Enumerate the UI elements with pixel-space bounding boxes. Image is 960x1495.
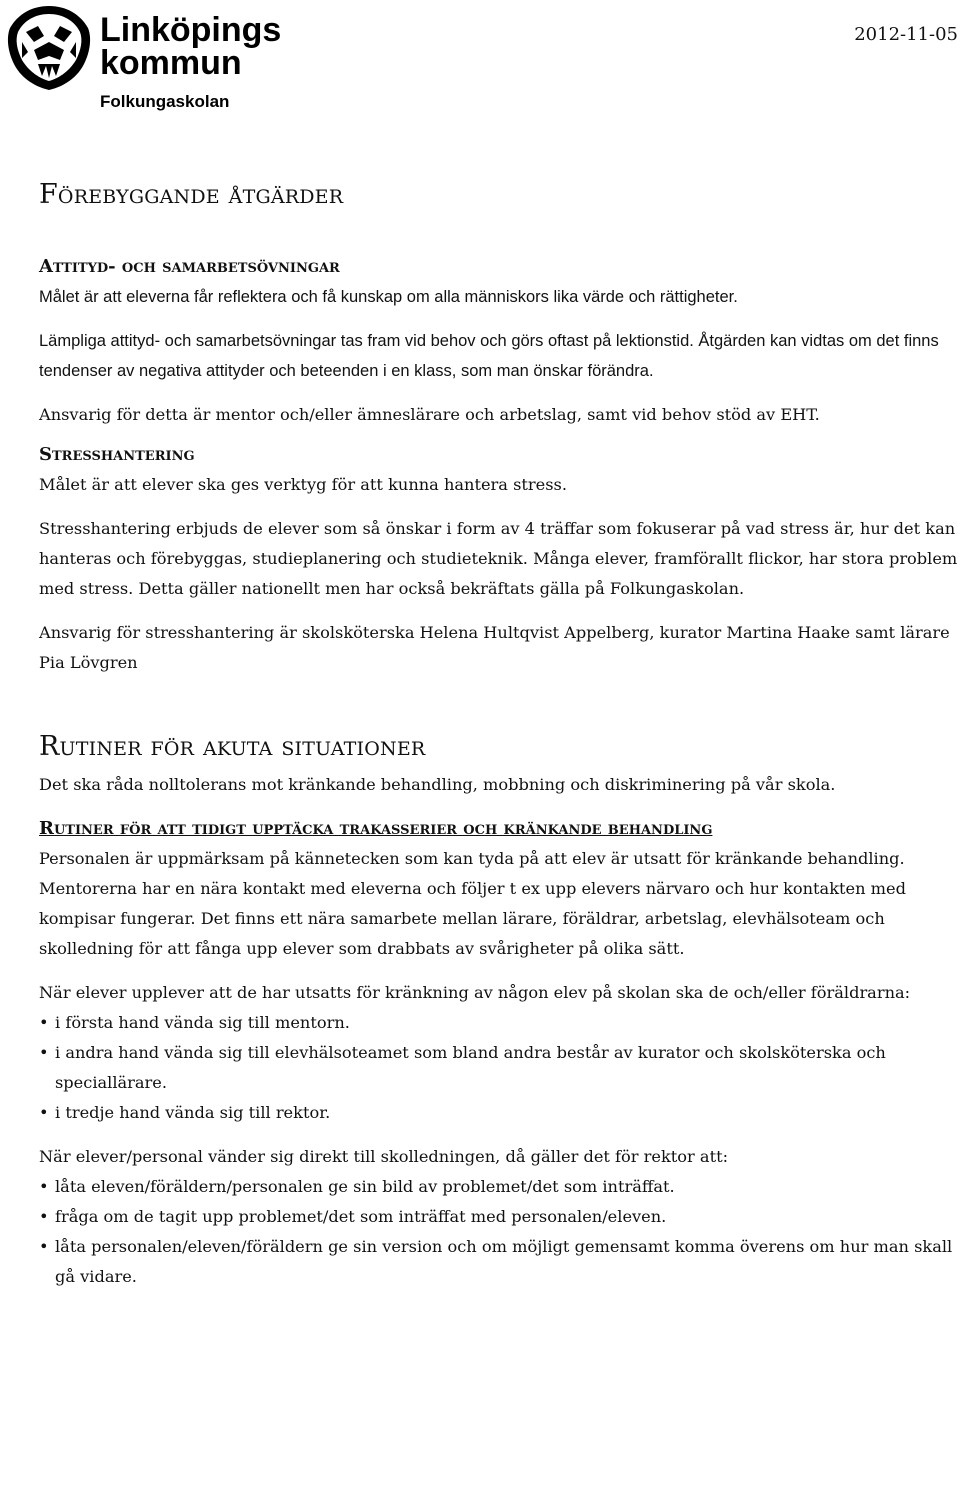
- municipality-name-line2: kommun: [100, 44, 242, 82]
- attitude-responsibility: Ansvarig för detta är mentor och/eller ämneslärare och arbetslag, samt vid behov stöd av EHT.: [39, 405, 820, 424]
- principal-instructions-intro: När elever/personal vänder sig direkt till skolledningen, då gäller det för rektor att:: [39, 1147, 729, 1166]
- list-item: • i andra hand vända sig till elevhälsoteamet som bland andra består av kurator och skolsköterska och speciallärare.: [39, 1038, 959, 1098]
- list-item: • i första hand vända sig till mentorn.: [39, 1008, 959, 1038]
- list-item: • fråga om de tagit upp problemet/det som inträffat med personalen/eleven.: [39, 1202, 959, 1232]
- page-header: [0, 0, 960, 120]
- principal-steps-list: [39, 1172, 959, 1292]
- municipality-name-line1: Linköpings: [100, 11, 282, 49]
- school-name: Folkungaskolan: [100, 92, 230, 111]
- attitude-goal: Målet är att eleverna får reflektera och få kunskap om alla människors lika värde och rättigheter.: [39, 288, 738, 306]
- municipality-name: [100, 11, 282, 82]
- stress-description: Stresshantering erbjuds de elever som så önskar i form av 4 träffar som fokuserar på vad stress är, hur det kan hanteras och förebyggas, studieplanering och studieteknik. Många elever, framförallt flickor, har stora problem med stress. Detta gäller nationellt men har också bekräftats gälla på Folkungaskolan.: [39, 519, 958, 598]
- list-item: • låta eleven/föräldern/personalen ge sin bild av problemet/det som inträffat.: [39, 1172, 959, 1202]
- heading-early-detection-routines: Rutiner för att tidigt upptäcka trakasserier och kränkande behandling: [39, 818, 713, 839]
- list-item: • i tredje hand vända sig till rektor.: [39, 1098, 959, 1128]
- early-detection-description: Personalen är uppmärksam på kännetecken som kan tyda på att elev är utsatt för kränkande behandling. Mentorerna har en nära kontakt med eleverna och följer t ex upp elevers närvaro och hur kontakten med kompisar fungerar. Det finns ett nära samarbete mellan lärare, föräldrar, arbetslag, elevhälsoteam och skolledning för att fånga upp elever som drabbats av svårigheter på olika sätt.: [39, 849, 906, 958]
- heading-attitude-exercises: Attityd- och samarbetsövningar: [39, 256, 340, 277]
- zero-tolerance-statement: Det ska råda nolltolerans mot kränkande behandling, mobbning och diskriminering på vår skola.: [39, 775, 836, 794]
- section-title-prevention: Förebyggande åtgärder: [39, 179, 344, 210]
- attitude-description: Lämpliga attityd- och samarbetsövningar tas fram vid behov och görs oftast på lektionstid. Åtgärden kan vidtas om det finns tendenser av negativa attityder och beteenden i en klass, som man önskar förändra.: [39, 332, 939, 380]
- lion-logo-icon: [4, 2, 94, 92]
- student-instructions-intro: När elever upplever att de har utsatts för kränkning av någon elev på skolan ska de och/eller föräldrarna:: [39, 983, 911, 1002]
- document-date: 2012-11-05: [854, 24, 958, 45]
- list-item: • låta personalen/eleven/föräldern ge sin version och om möjligt gemensamt komma överens om hur man skall gå vidare.: [39, 1232, 959, 1292]
- stress-goal: Målet är att elever ska ges verktyg för att kunna hantera stress.: [39, 475, 567, 494]
- stress-responsibility: Ansvarig för stresshantering är skolsköterska Helena Hultqvist Appelberg, kurator Martina Haake samt lärare Pia Lövgren: [39, 623, 950, 672]
- document-body: [39, 178, 959, 1306]
- section-title-routines: Rutiner för akuta situationer: [39, 731, 426, 762]
- heading-stress-management: Stresshantering: [39, 444, 195, 465]
- student-steps-list: [39, 1008, 959, 1128]
